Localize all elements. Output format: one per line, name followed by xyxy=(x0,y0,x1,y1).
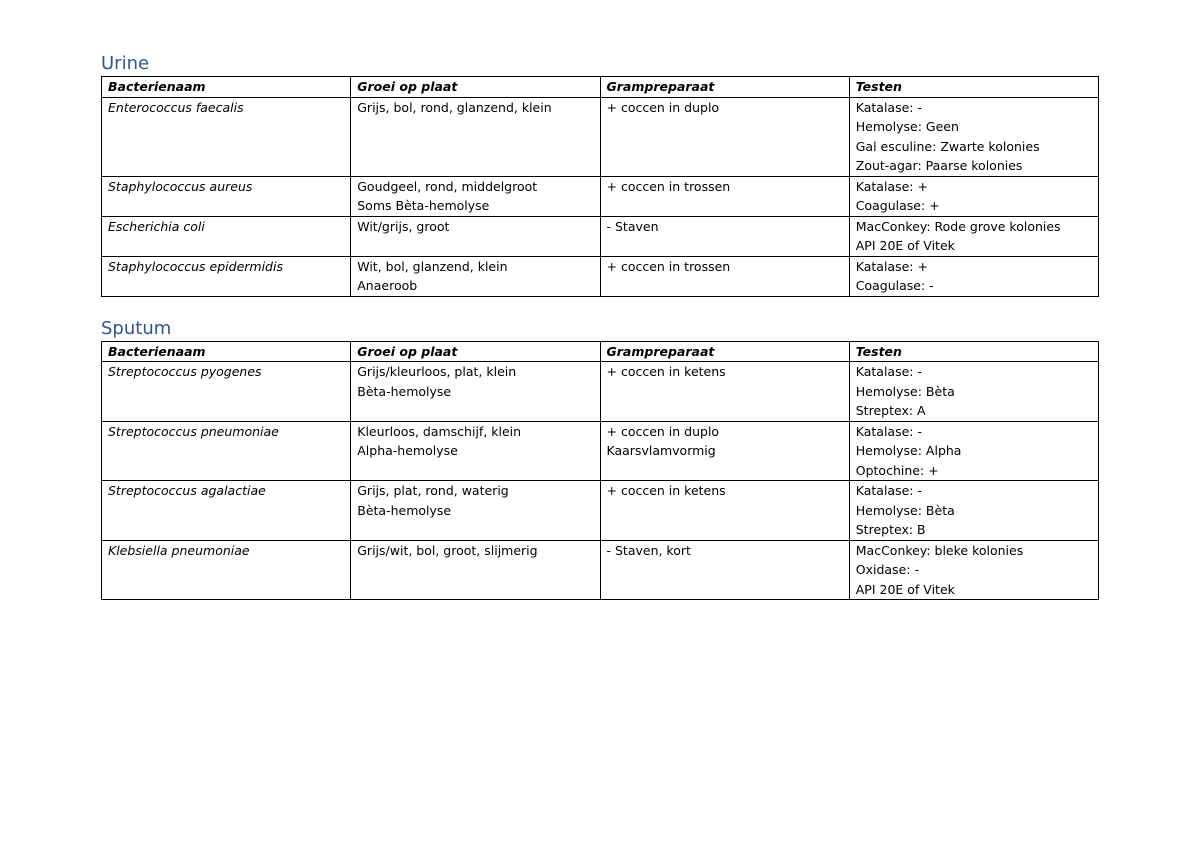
cell-line: + coccen in duplo xyxy=(606,99,720,115)
header-grampreparaat: Grampreparaat xyxy=(600,341,849,362)
tests-cell xyxy=(849,176,1098,216)
header-grampreparaat: Grampreparaat xyxy=(600,77,849,98)
bacteria-table xyxy=(101,76,1099,297)
section-spacer xyxy=(101,297,1099,317)
cell-line: Grijs/wit, bol, groot, slijmerig xyxy=(357,542,538,558)
cell-line: Streptex: A xyxy=(855,403,926,418)
cell-line: Grijs, plat, rond, waterig xyxy=(357,483,509,498)
growth-cell xyxy=(351,421,600,481)
growth-cell xyxy=(351,481,600,541)
cell-line: Bèta-hemolyse xyxy=(357,383,452,399)
bacteria-name-cell: Staphylococcus aureus xyxy=(102,176,351,216)
cell-line: Streptex: B xyxy=(855,522,926,537)
tests-cell xyxy=(849,216,1098,256)
bacteria-name-cell: Streptococcus agalactiae xyxy=(102,481,351,541)
table-row xyxy=(102,216,1099,256)
table-row xyxy=(102,421,1099,481)
cell-line: - Staven, kort xyxy=(606,542,691,558)
bacteria-name-cell: Escherichia coli xyxy=(102,216,351,256)
cell-line: Optochine: + xyxy=(855,462,939,478)
header-testen: Testen xyxy=(849,77,1098,98)
cell-line: Katalase: - xyxy=(855,99,922,115)
cell-line: Hemolyse: Bèta xyxy=(855,383,955,399)
cell-line: Hemolyse: Alpha xyxy=(855,443,962,458)
table-row xyxy=(102,481,1099,541)
cell-line: API 20E of Vitek xyxy=(855,581,955,597)
cell-line: Anaeroob xyxy=(357,278,418,293)
cell-line: Oxidase: - xyxy=(855,562,919,577)
cell-line: Katalase: + xyxy=(855,258,928,274)
table-header-row xyxy=(102,77,1099,98)
cell-line: Goudgeel, rond, middelgroot xyxy=(357,178,538,194)
section-title: Urine xyxy=(101,53,150,74)
table-row xyxy=(102,256,1099,296)
growth-cell xyxy=(351,176,600,216)
cell-line: Bèta-hemolyse xyxy=(357,502,452,518)
bacteria-name-cell: Enterococcus faecalis xyxy=(102,97,351,176)
cell-line: + coccen in duplo xyxy=(606,423,720,439)
cell-line: Gal esculine: Zwarte kolonies xyxy=(855,138,1040,154)
gram-stain-cell xyxy=(600,256,849,296)
bacteria-table xyxy=(101,341,1099,601)
cell-line: Kaarsvlamvormig xyxy=(606,443,716,458)
cell-line: Grijs/kleurloos, plat, klein xyxy=(357,364,517,379)
growth-cell xyxy=(351,362,600,422)
bacteria-name-cell: Streptococcus pyogenes xyxy=(102,362,351,422)
gram-stain-cell xyxy=(600,97,849,176)
cell-line: Wit/grijs, groot xyxy=(357,218,450,234)
tests-cell xyxy=(849,362,1098,422)
table-row xyxy=(102,540,1099,600)
growth-cell xyxy=(351,256,600,296)
header-bacterienaam: Bacterienaam xyxy=(102,341,351,362)
tests-cell xyxy=(849,421,1098,481)
cell-line: Hemolyse: Bèta xyxy=(855,502,955,518)
cell-line: + coccen in trossen xyxy=(606,178,731,194)
table-row xyxy=(102,362,1099,422)
cell-line: Katalase: - xyxy=(855,364,922,379)
tests-cell xyxy=(849,481,1098,541)
cell-line: API 20E of Vitek xyxy=(855,238,955,253)
header-testen: Testen xyxy=(849,341,1098,362)
cell-line: Alpha-hemolyse xyxy=(357,443,458,458)
cell-line: + coccen in ketens xyxy=(606,364,726,379)
cell-line: Coagulase: + xyxy=(855,198,940,213)
cell-line: Coagulase: - xyxy=(855,278,934,293)
header-groei-op-plaat: Groei op plaat xyxy=(351,341,600,362)
bacteria-name-cell: Streptococcus pneumoniae xyxy=(102,421,351,481)
growth-cell xyxy=(351,540,600,600)
table-header-row xyxy=(102,341,1099,362)
cell-line: Katalase: - xyxy=(855,423,922,439)
cell-line: MacConkey: Rode grove kolonies xyxy=(855,218,1061,234)
cell-line: Katalase: - xyxy=(855,483,922,498)
cell-line: + coccen in trossen xyxy=(606,258,731,274)
gram-stain-cell xyxy=(600,216,849,256)
cell-line: Katalase: + xyxy=(855,178,928,194)
cell-line: Grijs, bol, rond, glanzend, klein xyxy=(357,99,552,115)
cell-line: Kleurloos, damschijf, klein xyxy=(357,423,522,439)
growth-cell xyxy=(351,97,600,176)
gram-stain-cell xyxy=(600,362,849,422)
gram-stain-cell xyxy=(600,176,849,216)
table-row xyxy=(102,176,1099,216)
cell-line: MacConkey: bleke kolonies xyxy=(855,542,1024,558)
cell-line: Soms Bèta-hemolyse xyxy=(357,198,490,213)
tests-cell xyxy=(849,256,1098,296)
gram-stain-cell xyxy=(600,540,849,600)
cell-line: Zout-agar: Paarse kolonies xyxy=(855,158,1023,173)
header-bacterienaam: Bacterienaam xyxy=(102,77,351,98)
bacteria-name-cell: Staphylococcus epidermidis xyxy=(102,256,351,296)
tests-cell xyxy=(849,97,1098,176)
header-groei-op-plaat: Groei op plaat xyxy=(351,77,600,98)
section-title: Sputum xyxy=(101,317,172,339)
cell-line: Wit, bol, glanzend, klein xyxy=(357,258,508,274)
gram-stain-cell xyxy=(600,481,849,541)
gram-stain-cell xyxy=(600,421,849,481)
growth-cell xyxy=(351,216,600,256)
cell-line: + coccen in ketens xyxy=(606,483,726,498)
table-row xyxy=(102,97,1099,176)
cell-line: Hemolyse: Geen xyxy=(855,119,959,134)
bacteria-name-cell: Klebsiella pneumoniae xyxy=(102,540,351,600)
cell-line: - Staven xyxy=(606,218,659,234)
document-page xyxy=(101,52,1099,600)
tests-cell xyxy=(849,540,1098,600)
